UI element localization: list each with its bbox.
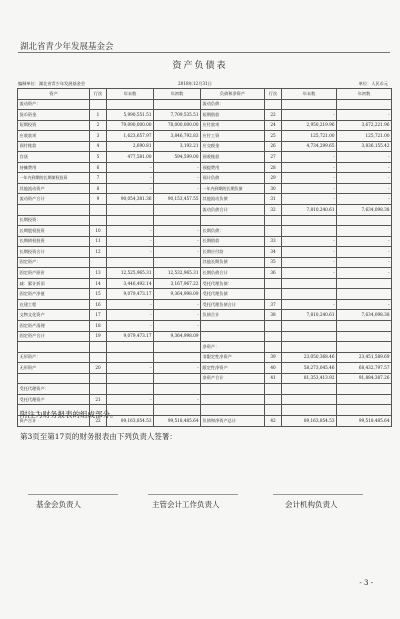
table-cell: - [282,194,337,205]
table-cell: 长期负债： [201,226,265,237]
table-cell [154,342,201,353]
table-row [18,321,392,332]
table-cell: 无形资产 [18,363,90,374]
table-row [18,257,392,268]
table-row [18,162,392,173]
table-cell: 长期负债合计 [201,268,265,279]
table-row [18,394,392,405]
attachment-note: 附注为财务报表的组成部分。 [20,410,118,419]
currency-unit: 单位：人民币元 [358,81,388,86]
table-cell: 40 [265,363,282,374]
table-cell: 5,990,551.51 [107,110,154,121]
table-cell: 12,525,965.31 [107,268,154,279]
table-cell [265,384,282,395]
signature-label-foundation-head: 基金会负责人 [36,500,81,509]
table-cell [107,342,154,353]
table-cell: 99,518,485.64 [154,415,201,426]
table-cell: - [282,247,337,258]
table-cell [265,278,282,289]
signature-label-accounting-head: 主管会计工作负责人 [152,500,220,509]
table-cell: 无形资产： [18,352,90,363]
table-cell [265,99,282,110]
table-cell: 21 [90,394,107,405]
table-cell: - [154,162,201,173]
org-name: 湖北省青少年发展基金会 [20,42,114,52]
table-cell: 其他流动负债 [201,194,265,205]
table-cell: 594,599.00 [154,152,201,163]
table-cell: - [282,173,337,184]
table-cell: - [107,173,154,184]
table-cell: 限定性净资产 [201,363,265,374]
table-cell [201,321,265,332]
table-cell: 3,836,155.42 [337,141,392,152]
table-cell [337,99,392,110]
table-cell: 89,163,854.53 [107,415,154,426]
table-cell [90,352,107,363]
table-cell: - [282,183,337,194]
table-cell: 22 [265,110,282,121]
table-cell: 8 [90,183,107,194]
table-cell: 一年内到期的长期债权投资 [18,173,90,184]
table-cell: 长期债权投资 [18,236,90,247]
table-cell: 应收款项 [18,131,90,142]
table-row [18,120,392,131]
table-cell [265,394,282,405]
compiling-unit: 编制单位：湖北省青少年发展基金会 [18,81,86,86]
table-cell [337,331,392,342]
table-cell [337,289,392,300]
table-cell [201,215,265,226]
table-cell: 79,090,000.00 [107,120,154,131]
table-cell: - [154,394,201,405]
table-row [18,342,392,353]
table-cell: 18 [90,321,107,332]
table-cell: 35 [265,257,282,268]
table-cell: 91,884,387.26 [337,373,392,384]
table-cell [282,405,337,416]
balance-sheet-table [17,88,392,427]
table-cell: - [282,268,337,279]
table-cell: 长期股权投资 [18,226,90,237]
table-cell: - [154,236,201,247]
table-cell: 12,532,965.31 [154,268,201,279]
table-cell: - [107,394,154,405]
table-cell [18,373,90,384]
table-cell: 固定资产原价 [18,268,90,279]
table-cell: - [107,299,154,310]
table-cell: 26 [265,141,282,152]
table-cell: 长期投资合计 [18,247,90,258]
table-cell: 41 [265,373,282,384]
table-cell: 短期借款 [201,110,265,121]
table-cell: - [107,236,154,247]
table-cell: 7,810,240.61 [282,310,337,321]
table-cell: - [337,183,392,194]
table-cell: 负债和净资产总计 [201,415,265,426]
table-cell [337,226,392,237]
table-cell: 文物文化资产 [18,310,90,321]
table-cell: - [154,321,201,332]
table-cell: - [337,194,392,205]
table-cell: 4,734,299.65 [282,141,337,152]
table-cell: 2,690.81 [107,141,154,152]
table-cell: - [282,257,337,268]
table-row [18,363,392,374]
table-cell [337,321,392,332]
table-cell: 7,709,535.51 [154,110,201,121]
column-header: 资产 [18,89,90,100]
table-cell: 9,079,473.17 [107,289,154,300]
signature-label-accounting-dept-head: 会计机构负责人 [285,500,338,509]
table-cell [265,226,282,237]
table-row [18,194,392,205]
table-cell: 4 [90,141,107,152]
table-row [18,373,392,384]
table-cell: 23,050,368.46 [282,352,337,363]
table-cell: 预提费用 [201,162,265,173]
table-cell: - [282,236,337,247]
signature-line-1 [28,494,118,495]
table-cell [154,384,201,395]
header-rule [18,52,390,53]
table-cell: - [337,299,392,310]
table-cell: 受托代理资产： [18,384,90,395]
table-cell: 9,364,998.09 [154,331,201,342]
table-cell: 流动资产： [18,99,90,110]
table-cell: 99,518,485.64 [337,415,392,426]
table-row [18,99,392,110]
statement-date: 2018年12月31日 [178,81,212,86]
table-cell: 3,192.21 [154,141,201,152]
table-cell: 负债合计 [201,310,265,321]
table-cell [337,342,392,353]
table-cell [90,205,107,216]
column-header: 行次 [265,89,282,100]
table-cell [337,394,392,405]
table-cell: 固定资产清理 [18,321,90,332]
table-row [18,278,392,289]
table-cell [90,342,107,353]
column-header: 年末数 [282,89,337,100]
table-cell: - [282,299,337,310]
table-cell: 3,446,492.14 [107,278,154,289]
table-cell: 36 [265,268,282,279]
table-cell: 90,153,457.55 [154,194,201,205]
table-cell [282,289,337,300]
column-header: 年初数 [337,89,392,100]
table-cell: - [337,236,392,247]
table-cell: - [154,173,201,184]
table-cell [107,215,154,226]
table-cell [201,384,265,395]
table-cell: 其他长期负债 [201,257,265,268]
table-cell [265,215,282,226]
table-cell: - [337,162,392,173]
table-cell: 9,079,473.17 [107,331,154,342]
column-header: 年末数 [107,89,154,100]
table-cell: 3 [90,131,107,142]
table-cell: - [107,162,154,173]
table-cell: 应交税金 [201,141,265,152]
table-cell: 30 [265,183,282,194]
signature-line-2 [148,494,238,495]
table-cell: - [337,110,392,121]
table-cell: 15 [90,289,107,300]
table-cell: 固定资产合计 [18,331,90,342]
table-cell: 20 [90,363,107,374]
table-cell: 2 [90,120,107,131]
table-cell: - [154,247,201,258]
table-cell: 7,634,098.38 [337,205,392,216]
table-cell: - [154,226,201,237]
table-cell: 固定资产： [18,257,90,268]
table-cell: 长期借款 [201,236,265,247]
table-cell [282,331,337,342]
table-cell [265,405,282,416]
table-cell: 16 [90,299,107,310]
table-cell: 39 [265,352,282,363]
column-header: 年初数 [154,89,201,100]
table-cell: 一年内到期的长期负债 [201,183,265,194]
table-cell: 7,810,240.61 [282,205,337,216]
table-cell: 固定资产净值 [18,289,90,300]
table-cell: - [154,363,201,374]
table-cell: - [282,110,337,121]
table-row [18,183,392,194]
table-cell: - [107,363,154,374]
table-cell: 81,353,413.92 [282,373,337,384]
table-cell [107,205,154,216]
table-cell: 17 [90,310,107,321]
table-cell [265,321,282,332]
table-cell: 流动资产合计 [18,194,90,205]
table-cell: - [337,268,392,279]
table-cell [107,257,154,268]
table-row [18,268,392,279]
table-cell: 长期应付款 [201,247,265,258]
table-cell [90,215,107,226]
table-cell [265,331,282,342]
table-row [18,247,392,258]
table-row [18,384,392,395]
table-cell [107,99,154,110]
table-cell: 在建工程 [18,299,90,310]
table-cell: 25 [265,131,282,142]
table-cell [90,373,107,384]
table-cell: 58,273,045.46 [282,363,337,374]
table-row [18,331,392,342]
table-row [18,173,392,184]
table-cell [201,394,265,405]
table-cell [337,215,392,226]
table-cell: 19 [90,331,107,342]
table-cell [107,384,154,395]
table-cell [154,352,201,363]
table-cell: 待摊费用 [18,162,90,173]
table-cell: 预收账款 [201,152,265,163]
table-cell: - [154,183,201,194]
table-cell: - [154,299,201,310]
table-row [18,289,392,300]
table-cell: 减：累计折旧 [18,278,90,289]
table-row [18,141,392,152]
table-cell: - [107,226,154,237]
table-cell: 资产合计 [18,415,90,426]
table-cell: 33 [265,236,282,247]
table-cell: 90,054,381.36 [107,194,154,205]
table-cell [337,405,392,416]
table-cell [154,205,201,216]
table-cell: 28 [265,162,282,173]
table-row [18,110,392,121]
table-cell: 流动负债合计 [201,205,265,216]
signature-line-3 [273,494,363,495]
table-cell [154,373,201,384]
table-cell: 预付账款 [18,141,90,152]
table-row [18,352,392,363]
table-cell [282,99,337,110]
table-cell: 1,623,657.97 [107,131,154,142]
table-cell: 受托代理资产 [18,394,90,405]
table-cell [107,352,154,363]
table-cell: 长期投资： [18,215,90,226]
table-cell: 89,163,854.53 [282,415,337,426]
table-cell: - [282,162,337,173]
table-cell: 净资产： [201,342,265,353]
table-cell: 38 [265,310,282,321]
table-row [18,299,392,310]
table-row [18,152,392,163]
table-cell: 10 [90,226,107,237]
table-cell: 3,672,221.96 [337,120,392,131]
table-cell: 货币资金 [18,110,90,121]
table-cell: 125,721.00 [337,131,392,142]
table-cell: 7,634,098.38 [337,310,392,321]
table-cell: - [107,183,154,194]
table-cell: 477,581.00 [107,152,154,163]
table-cell [265,342,282,353]
table-cell: - [337,152,392,163]
table-cell: 净资产合计 [201,373,265,384]
table-row [18,205,392,216]
table-cell: 42 [265,415,282,426]
table-cell [282,226,337,237]
table-cell [90,384,107,395]
table-cell [18,205,90,216]
table-cell: - [337,247,392,258]
table-cell: 非限定性净资产 [201,352,265,363]
table-cell: 9 [90,194,107,205]
table-cell: 1 [90,110,107,121]
table-cell: 11 [90,236,107,247]
table-cell: 68,432,797.57 [337,363,392,374]
table-cell: 流动负债： [201,99,265,110]
table-cell [154,405,201,416]
table-cell: 存货 [18,152,90,163]
table-cell [282,394,337,405]
table-cell: 34 [265,247,282,258]
table-cell: 其他流动资产 [18,183,90,194]
table-cell: - [337,173,392,184]
table-row [18,215,392,226]
table-cell [282,215,337,226]
table-cell: - [107,310,154,321]
table-cell [282,384,337,395]
table-header-row [18,89,392,100]
table-row [18,236,392,247]
table-cell: 预计负债 [201,173,265,184]
table-cell: 31 [265,194,282,205]
table-cell: - [154,310,201,321]
column-header: 负债和净资产 [201,89,265,100]
table-cell: 6 [90,162,107,173]
table-row [18,226,392,237]
column-header: 行次 [90,89,107,100]
table-cell: 应付工资 [201,131,265,142]
table-cell [201,331,265,342]
signing-note: 第3页至第17页的财务报表由下列负责人签署： [20,432,177,441]
table-cell: 78,000,000.00 [154,120,201,131]
table-cell: 14 [90,278,107,289]
table-cell [265,289,282,300]
table-cell: 2,950,219.96 [282,120,337,131]
table-cell [90,99,107,110]
table-cell: 受托代理负债合计 [201,299,265,310]
table-cell [337,278,392,289]
table-cell: 13 [90,268,107,279]
table-cell: 32 [265,205,282,216]
table-cell [154,257,201,268]
table-cell [154,99,201,110]
table-cell [18,342,90,353]
table-cell: 应付款项 [201,120,265,131]
statement-title: 资产负债表 [172,61,228,71]
table-row [18,131,392,142]
table-cell: 短期投资 [18,120,90,131]
table-cell: 12 [90,247,107,258]
table-row [18,310,392,321]
table-cell [282,342,337,353]
table-cell [90,257,107,268]
table-cell [337,384,392,395]
table-cell [107,373,154,384]
table-cell: 23,451,589.69 [337,352,392,363]
table-cell: 125,721.00 [282,131,337,142]
table-cell [282,278,337,289]
table-cell: - [107,321,154,332]
table-cell: 27 [265,152,282,163]
table-cell: 受托代理负债： [201,278,265,289]
table-cell: 7 [90,173,107,184]
page-number: - 3 - [359,579,373,587]
table-cell: - [107,247,154,258]
table-cell: 24 [265,120,282,131]
table-cell [201,405,265,416]
table-cell [282,321,337,332]
table-cell: 5 [90,152,107,163]
table-cell: 受托代理负债 [201,289,265,300]
table-cell: 22 [90,415,107,426]
table-cell: - [282,152,337,163]
table-cell: 37 [265,299,282,310]
table-cell [154,215,201,226]
table-cell: - [337,257,392,268]
table-cell: 3,167,967.22 [154,278,201,289]
table-cell: 9,364,998.09 [154,289,201,300]
table-cell: 3,846,792.83 [154,131,201,142]
table-cell: 29 [265,173,282,184]
